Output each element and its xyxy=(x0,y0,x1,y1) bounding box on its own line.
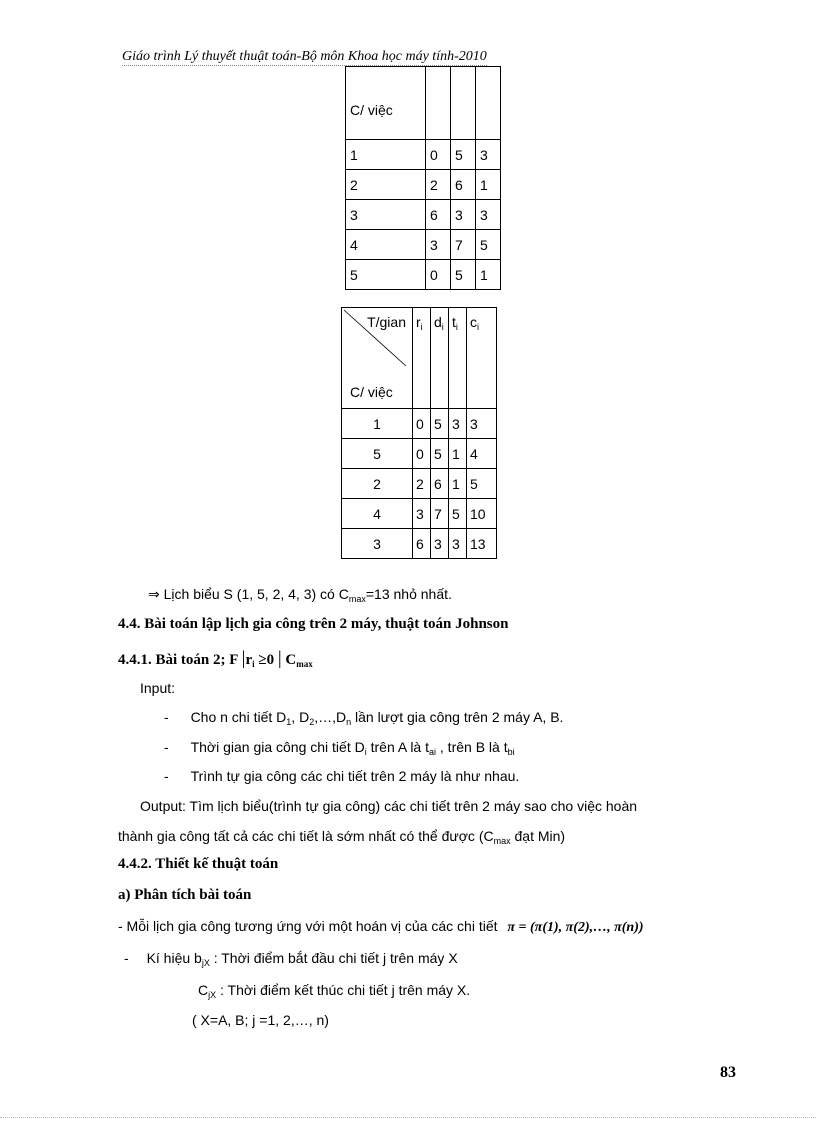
job-table-original xyxy=(345,66,501,290)
diag-bottom-label: C/ việc xyxy=(350,384,393,400)
table-row: 4 3 7 5 10 xyxy=(342,499,497,529)
conclusion-line: ⇒ Lịch biểu S (1, 5, 2, 4, 3) có $C_{max}=13$ nhỏ nhất. xyxy=(148,586,452,604)
table-row: 5 0 5 1 xyxy=(346,260,501,290)
page-number: 83 xyxy=(720,1064,736,1081)
job-table-sorted xyxy=(341,307,497,559)
col-header-c: $c_i$ xyxy=(467,308,497,409)
table-row: 4 3 7 5 xyxy=(346,230,501,260)
diagonal-header-cell xyxy=(342,308,413,409)
table-row: 5 0 5 1 4 xyxy=(342,439,497,469)
output-line-2: thành gia công tất cả các chi tiết là sớm nhất có thể được ($C_{max}$ đạt Min) xyxy=(118,828,566,846)
permutation-line: - Mỗi lịch gia công tương ứng với một hoán vị của các chi tiết π = (π(1), π(2),…, π(n)) xyxy=(118,918,644,935)
table-row xyxy=(346,67,501,140)
table-row: 2 2 6 1 xyxy=(346,170,501,200)
list-item: - Cho n chi tiết $D_1$, $D_2,\dots,D_n$ lần lượt gia công trên 2 máy A, B. xyxy=(164,709,564,727)
footer-divider xyxy=(0,1117,816,1118)
list-item: - Trình tự gia công các chi tiết trên 2 máy là như nhau. xyxy=(164,768,520,784)
table-header-cell: C/ việc xyxy=(346,67,426,140)
section-heading-4-4-1: 4.4.1. Bài toán 2; F $|r_i \ge 0$ | $C_{max}$ xyxy=(118,648,313,669)
section-heading-4-4-2: 4.4.2. Thiết kế thuật toán xyxy=(118,856,279,872)
implies-icon: ⇒ xyxy=(148,586,160,602)
notation-line-3: ( X=A, B; j =1, 2,…, n) xyxy=(192,1012,329,1028)
running-header: Giáo trình Lý thuyết thuật toán-Bộ môn Khoa học máy tính-2010 xyxy=(122,49,487,64)
col-header-r: $r_i$ xyxy=(413,308,431,409)
notation-line-1: - Kí hiệu $b_{jX}$ : Thời điểm bắt đầu chi tiết j trên máy X xyxy=(124,950,458,968)
section-heading-4-4: 4.4. Bài toán lập lịch gia công trên 2 máy, thuật toán Johnson xyxy=(118,616,509,632)
table-row: 1 0 5 3 3 xyxy=(342,409,497,439)
table-row: 3 6 3 3 xyxy=(346,200,501,230)
diag-top-label: T/gian xyxy=(367,314,406,330)
notation-line-2: $C_{jX}$ : Thời điểm kết thúc chi tiết j trên máy X. xyxy=(198,982,471,1000)
permutation-formula: π = (π(1), π(2),…, π(n)) xyxy=(507,920,644,935)
table-row xyxy=(342,308,497,409)
output-line-1: Output: Tìm lịch biểu(trình tự gia công) các chi tiết trên 2 máy sao cho việc hoàn xyxy=(140,798,638,814)
table-row: 2 2 6 1 5 xyxy=(342,469,497,499)
col-header-d: $d_i$ xyxy=(431,308,449,409)
list-item: - Thời gian gia công chi tiết $D_i$ trên A là $t_{ai}$ , trên B là $t_{bi}$ xyxy=(164,739,515,757)
col-header-t: $t_i$ xyxy=(449,308,467,409)
input-label: Input: xyxy=(140,680,176,696)
subsection-heading-a: a) Phân tích bài toán xyxy=(118,887,252,903)
table-row: 3 6 3 3 13 xyxy=(342,529,497,559)
table-row: 1 0 5 3 xyxy=(346,140,501,170)
